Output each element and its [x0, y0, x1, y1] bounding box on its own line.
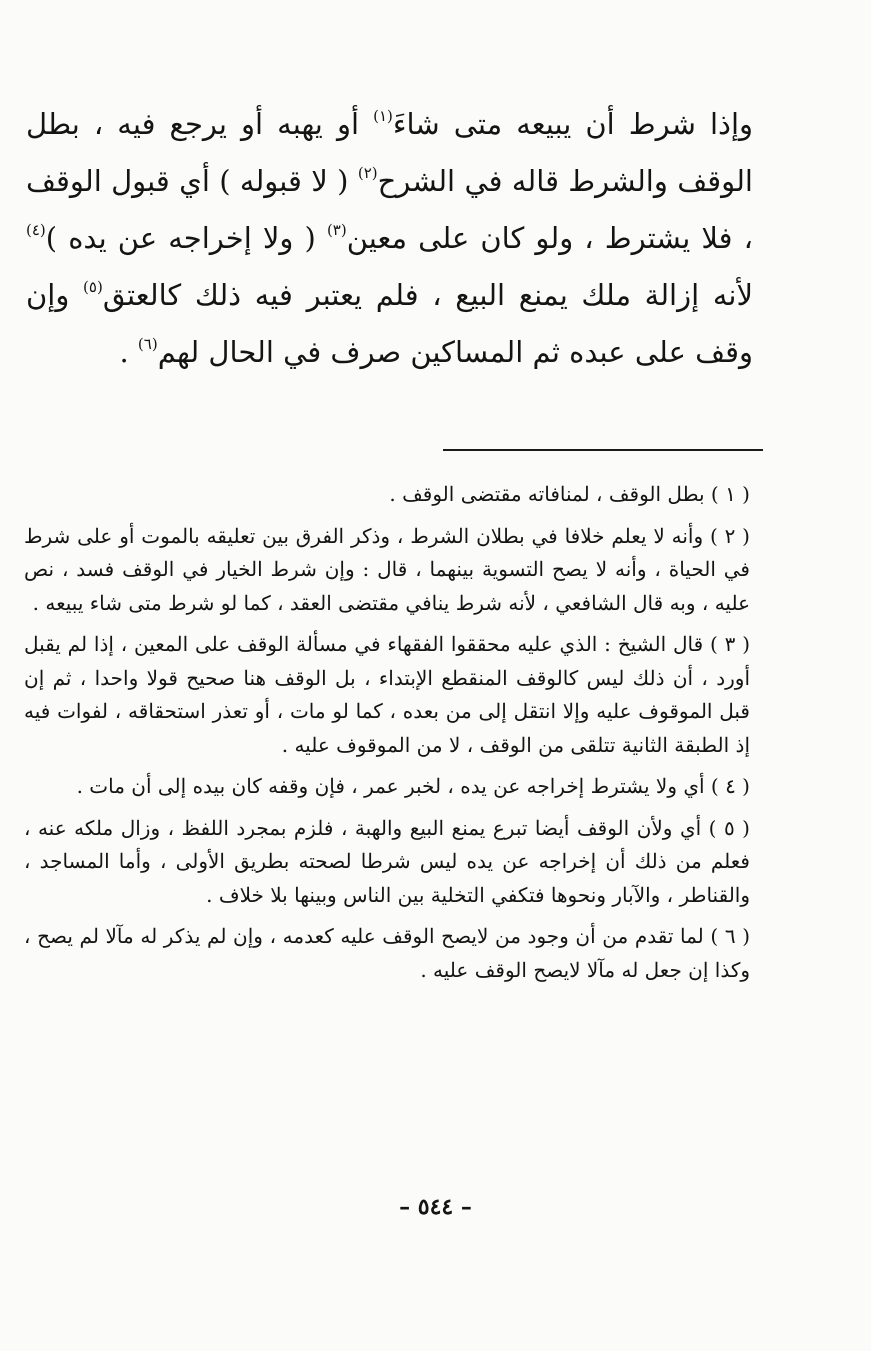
- footnote-2: ( ٢ ) وأنه لا يعلم خلافا في بطلان الشرط ، وذكر الفرق بين تعليقه بالموت أو على شرط في الحياة ، وأنه لا يصح التسوية بينهما ، قال : وإن شرط الخيار في الوقف فسد ، نص عليه ، وبه قال الشافعي ، لأنه شرط ينافي مقتضى العقد ، كما لو شرط متى شاء يبيعه .: [24, 523, 750, 615]
- footnote-ref[interactable]: (٦): [137, 335, 158, 354]
- footnote-5: ( ٥ ) أي ولأن الوقف أيضا تبرع يمنع البيع والهبة ، فلزم بمجرد اللفظ ، وزال ملكه عنه ، فعلم من ذلك أن إخراجه عن يده ليس شرطا لصحته بطريق الأولى ، وأما المساجد ، والقناطر ، والآبار ونحوها فتكفي التخلية بين الناس وبينها بلا خلاف .: [24, 815, 750, 907]
- footnote-4: ( ٤ ) أي ولا يشترط إخراجه عن يده ، لخبر عمر ، فإن وقفه كان بيده إلى أن مات .: [76, 774, 750, 798]
- footnote-3: ( ٣ ) قال الشيخ : الذي عليه محققوا الفقهاء في مسألة الوقف على المعين ، إذا لم يقبل أورد ، أن ذلك ليس كالوقف المنقطع الإبتداء ، بل الوقف هنا صحيح قولا واحدا ، ثم إن قبل الموقوف عليه وإلا انتقل إلى من بعده ، كما لو مات ، أو تعذر استحقاقه ، لفوات فيه إذ الطبقة الثانية تتلقى من الوقف ، لا من الموقوف عليه .: [24, 632, 750, 757]
- page-number: – ٥٤٤ –: [399, 1194, 472, 1220]
- footnote-ref[interactable]: (٤): [26, 221, 46, 240]
- footnote-ref[interactable]: (١): [373, 107, 393, 126]
- footnote-ref[interactable]: (٢): [357, 164, 378, 183]
- main-text-segment: وإذا شرط أن يبيعه متى شاءَ: [392, 107, 754, 141]
- main-text: [26, 96, 753, 381]
- footnotes-section: [24, 478, 750, 995]
- footnote-divider: [443, 449, 763, 451]
- main-text-segment: لأنه إزالة ملك يمنع البيع ، فلم يعتبر فيه ذلك كالعتق: [102, 278, 754, 312]
- footnote-ref[interactable]: (٣): [326, 221, 347, 240]
- main-text-segment: وإن وقف على عبده ثم المساكين صرف في الحال لهم: [26, 278, 753, 369]
- footnote-ref[interactable]: (٥): [83, 278, 103, 297]
- footnote-1: ( ١ ) بطل الوقف ، لمنافاته مقتضى الوقف .: [389, 482, 750, 506]
- main-text-segment: .: [119, 335, 138, 369]
- main-text-segment: ( ولا إخراجه عن يده ): [45, 221, 327, 255]
- main-text-segment: ( لا قبوله ) أي قبول الوقف ، فلا يشترط ، ولو كان على معين: [26, 164, 753, 255]
- main-text-segment: أو يهبه أو يرجع فيه ، بطل الوقف والشرط قاله في الشرح: [26, 107, 753, 198]
- footnote-6: ( ٦ ) لما تقدم من أن وجود من لايصح الوقف عليه كعدمه ، وإن لم يذكر له مآلا لم يصح ، وكذا إن جعل له مآلا لايصح الوقف عليه .: [24, 924, 750, 982]
